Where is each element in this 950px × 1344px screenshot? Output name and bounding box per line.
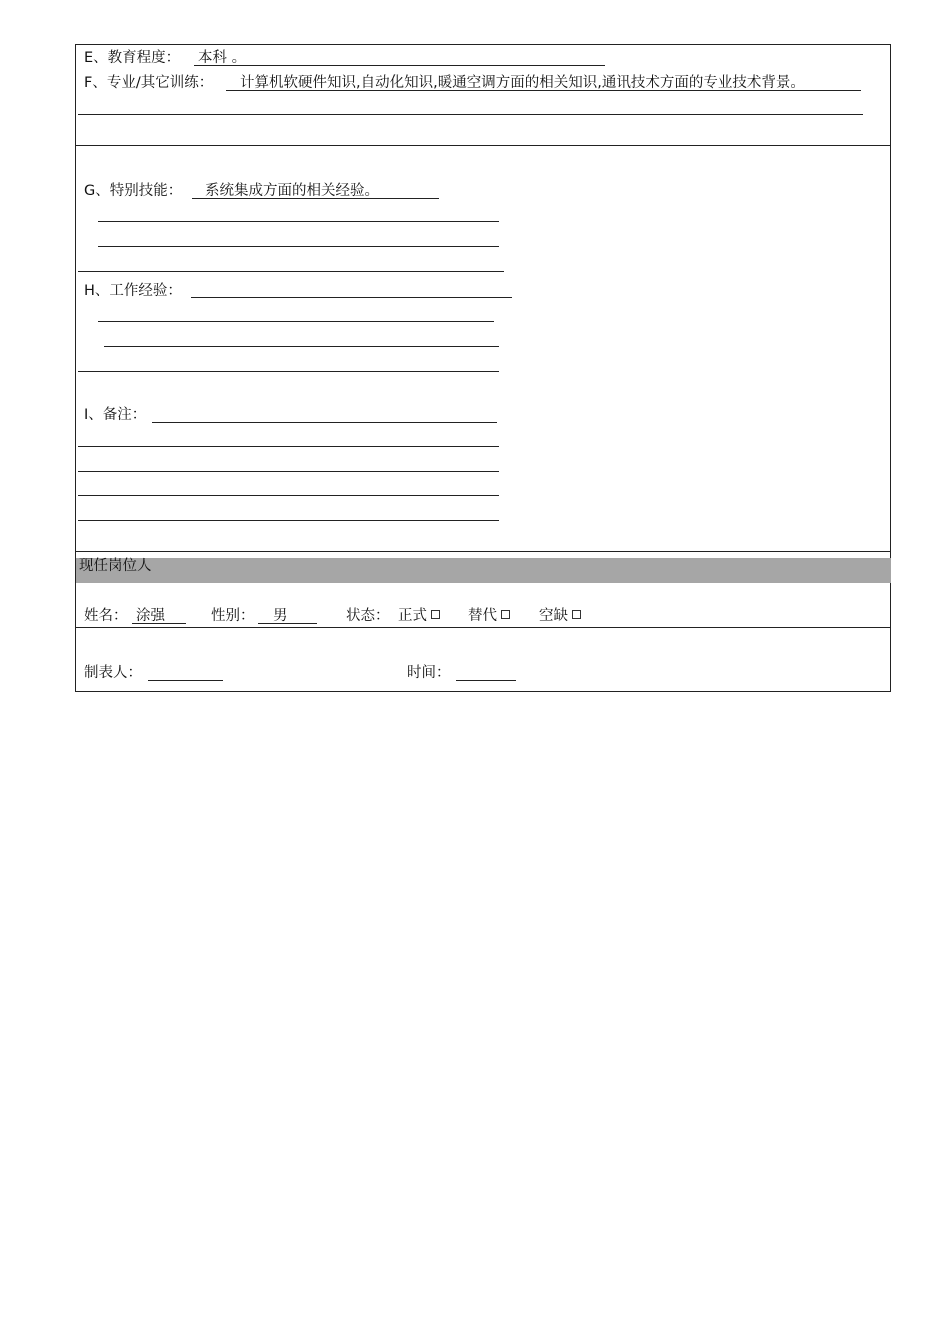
name-label: 姓名：	[84, 608, 128, 624]
gender-value[interactable]: 男	[273, 608, 288, 624]
incumbent-section-title: 现任岗位人	[79, 558, 152, 574]
skills-line	[98, 246, 499, 247]
date-label: 时间：	[407, 665, 451, 681]
remarks-line	[78, 471, 499, 472]
remarks-line	[78, 520, 499, 521]
training-label: F、专业/其它训练：	[84, 75, 214, 91]
experience-line	[78, 371, 499, 372]
skills-value[interactable]: 系统集成方面的相关经验。	[205, 183, 379, 199]
remarks-line	[78, 495, 499, 496]
experience-line	[104, 346, 499, 347]
training-value[interactable]: 计算机软硬件知识,自动化知识,暖通空调方面的相关知识,通讯技术方面的专业技术背景。	[240, 75, 805, 91]
training-extra-line	[78, 114, 863, 115]
gender-underline	[258, 623, 317, 624]
incumbent-section-header	[76, 558, 891, 583]
status-label: 状态：	[346, 608, 390, 624]
status-option-label: 空缺	[539, 608, 568, 624]
skills-line	[78, 271, 504, 272]
experience-underline	[191, 297, 512, 298]
status-option-regular[interactable]	[398, 607, 440, 625]
status-option-substitute[interactable]	[468, 607, 510, 625]
remarks-underline	[152, 422, 497, 423]
gender-label: 性别：	[211, 608, 255, 624]
name-value[interactable]: 涂强	[136, 608, 165, 624]
checkbox-icon[interactable]	[572, 610, 581, 619]
education-label: E、教育程度：	[84, 50, 181, 66]
checkbox-icon[interactable]	[501, 610, 510, 619]
status-option-label: 正式	[398, 608, 427, 624]
name-underline	[132, 623, 186, 624]
preparer-label: 制表人：	[84, 665, 142, 681]
training-underline	[226, 90, 861, 91]
checkbox-icon[interactable]	[431, 610, 440, 619]
status-option-label: 替代	[468, 608, 497, 624]
preparer-field[interactable]	[148, 680, 223, 681]
experience-label: H、工作经验：	[84, 283, 182, 299]
skills-label: G、特别技能：	[84, 183, 183, 199]
date-field[interactable]	[456, 680, 516, 681]
experience-line	[98, 321, 494, 322]
education-underline	[194, 65, 605, 66]
remarks-line	[78, 446, 499, 447]
education-value[interactable]: 本科 。	[198, 50, 247, 66]
remarks-label: I、备注：	[84, 407, 147, 423]
status-option-vacant[interactable]	[539, 607, 581, 625]
skills-line	[98, 221, 499, 222]
skills-underline	[192, 198, 439, 199]
